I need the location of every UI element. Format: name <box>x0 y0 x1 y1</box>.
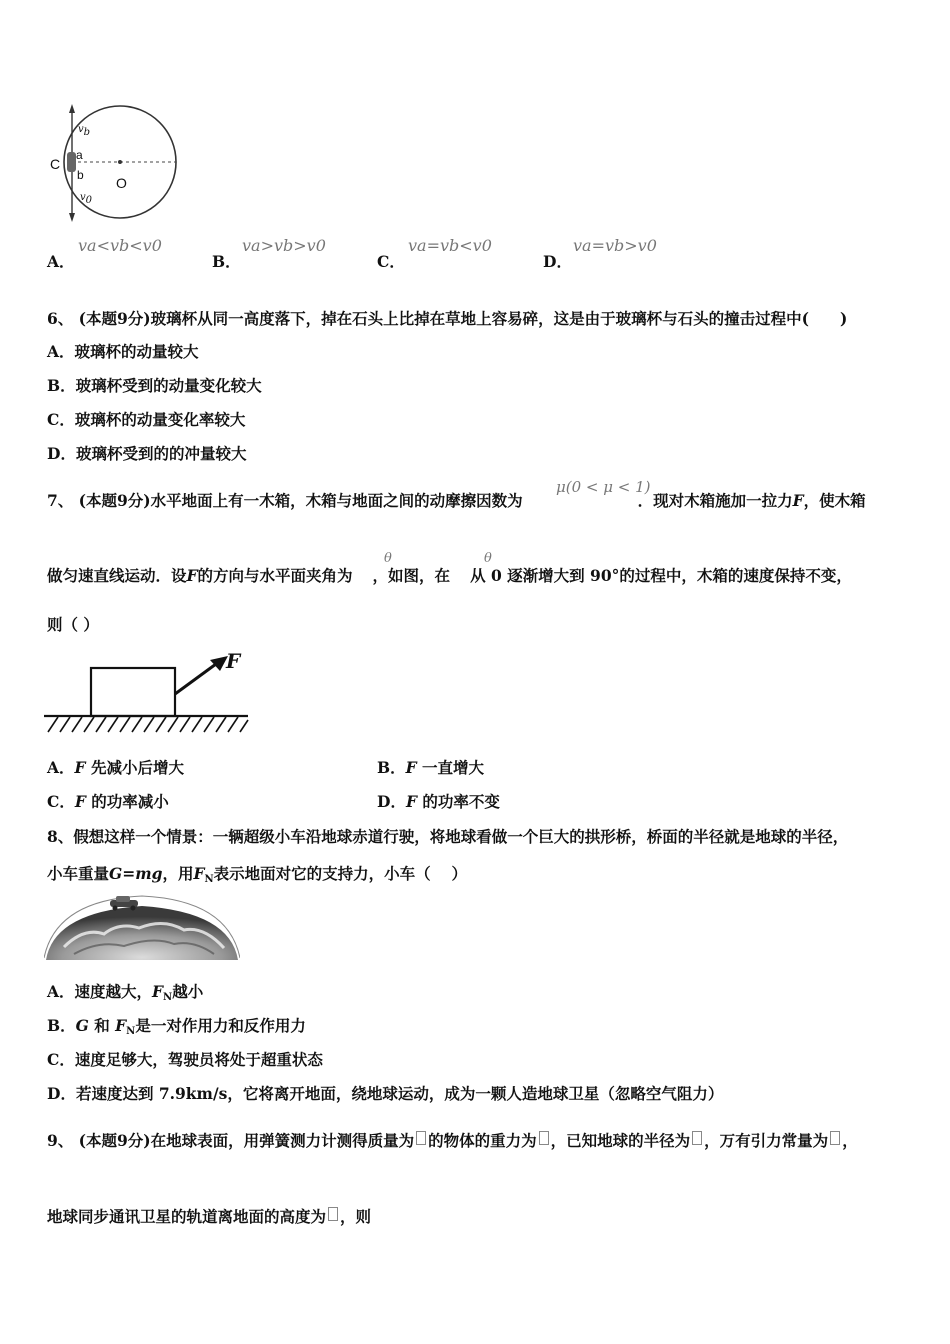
q8-stem-line2: 小车重量G=mg，用$F_N$表示地面对它的支持力，小车（ ） <box>47 864 468 885</box>
wooden-box <box>91 668 175 716</box>
label-b: b <box>77 168 84 182</box>
q7-option-a: A．F 先减小后增大 <box>47 758 184 777</box>
q7-option-c: C．F 的功率减小 <box>47 792 169 811</box>
q5-option-d-expr: va=vb>v0 <box>573 236 657 255</box>
figure-F-label: F <box>226 649 241 673</box>
q5-option-a-label: A． <box>47 252 75 271</box>
q6-stem: 6、 (本题9分)玻璃杯从同一高度落下，掉在石头上比掉在草地上容易碎，这是由于玻璃杯与石头的撞击过程中( ) <box>47 309 848 328</box>
q6-option-d: D．玻璃杯受到的的冲量较大 <box>47 444 247 463</box>
circular-motion-figure <box>44 100 184 225</box>
q5-option-c-label: C． <box>377 252 405 271</box>
q6-option-a: A．玻璃杯的动量较大 <box>47 342 199 361</box>
q5-option-b-expr: va>vb>v0 <box>242 236 326 255</box>
q7-stem-line3: 则（ ） <box>47 615 99 634</box>
q6-option-b: B．玻璃杯受到的动量变化较大 <box>47 376 262 395</box>
q7-stem-line1: 7、 (本题9分)水平地面上有一木箱，木箱与地面之间的动摩擦因数为 ．现对木箱施加一拉力F，使木箱 <box>47 491 866 510</box>
q8-option-b: B．G 和 $F_N$是一对作用力和反作用力 <box>47 1016 306 1037</box>
placeholder-box <box>830 1131 840 1145</box>
q9-stem-line2: 地球同步通讯卫星的轨道离地面的高度为 ，则 <box>47 1207 372 1226</box>
arrow-head-bottom <box>69 213 75 222</box>
arrow-head-top <box>69 104 75 113</box>
q8-option-c: C．速度足够大，驾驶员将处于超重状态 <box>47 1050 323 1069</box>
label-a: a <box>76 148 83 162</box>
q7-option-b: B．F 一直增大 <box>377 758 485 777</box>
label-C: C <box>50 156 61 172</box>
q5-option-a-expr: va<vb<v0 <box>78 236 162 255</box>
force-arrow-line <box>175 664 216 694</box>
placeholder-box <box>416 1131 426 1145</box>
q7-option-d: D．F 的功率不变 <box>377 792 500 811</box>
box-pull-figure <box>44 648 250 738</box>
label-O: O <box>116 175 127 191</box>
q5-option-c-expr: va=vb<v0 <box>408 236 492 255</box>
label-v0: v0 <box>80 192 93 206</box>
center-point <box>118 160 122 164</box>
q7-stem-line2: 做匀速直线运动．设F的方向与水平面夹角为 ，如图，在 从 0 逐渐增大到 90°的过程中，木箱的速度保持不变， <box>47 566 852 585</box>
placeholder-box <box>539 1131 549 1145</box>
placeholder-box <box>328 1207 338 1221</box>
q8-option-a: A．速度越大，$F_N$越小 <box>47 982 204 1003</box>
q5-option-b-label: B． <box>212 252 241 271</box>
q8-option-d: D．若速度达到 7.9km/s，它将离开地面，绕地球运动，成为一颗人造地球卫星（忽略空气阻力） <box>47 1084 724 1103</box>
label-vb: vb <box>78 124 91 138</box>
q9-stem-line1: 9、 (本题9分)在地球表面，用弹簧测力计测得质量为 的物体的重力为 ，已知地球的半径为 ，万有引力常量为 ， <box>47 1131 858 1150</box>
placeholder-box <box>692 1131 702 1145</box>
q8-stem-line1: 8、假想这样一个情景：一辆超级小车沿地球赤道行驶，将地球看做一个巨大的拱形桥，桥面的半径就是地球的半径， <box>47 827 849 846</box>
q7-theta-2: θ <box>484 551 492 566</box>
q5-option-d-label: D． <box>543 252 572 271</box>
q7-mu-expr: μ(0 < μ < 1) <box>556 478 651 496</box>
ground-hatching <box>48 717 248 732</box>
object-block <box>67 152 76 172</box>
q7-theta-1: θ <box>384 551 392 566</box>
q6-option-c: C．玻璃杯的动量变化率较大 <box>47 410 246 429</box>
earth-arch-figure <box>44 892 240 962</box>
